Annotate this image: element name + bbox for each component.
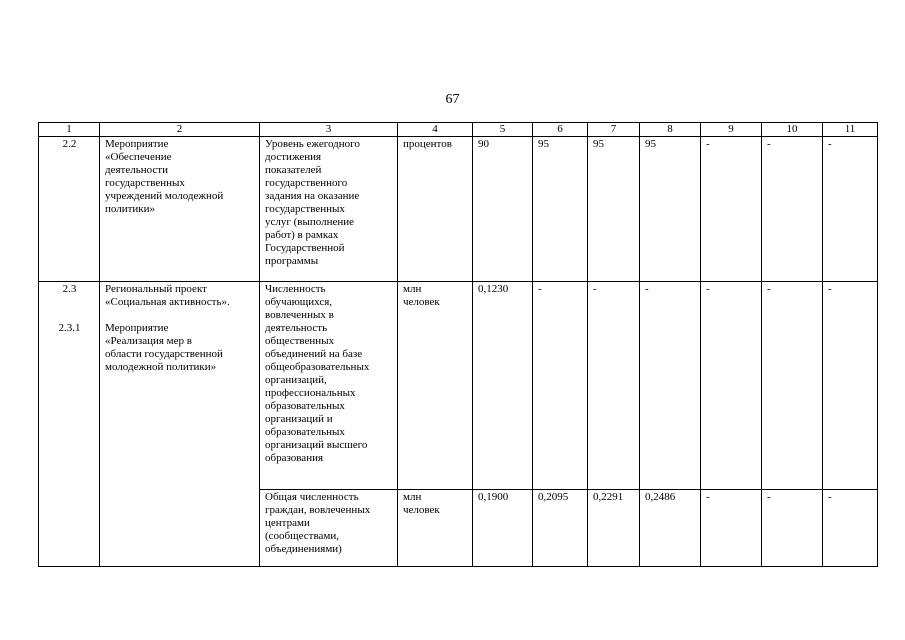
column-header: 3 [260, 123, 398, 137]
subevent-text: Мероприятие «Реализация мер в области государственной молодежной политики» [105, 322, 223, 373]
subrow-number: 2.3.1 [58, 322, 81, 334]
column-header: 6 [533, 123, 588, 137]
row-number: 2.3 2.3.1 [39, 282, 100, 567]
value-cell: - [701, 282, 762, 490]
column-header: 11 [823, 123, 878, 137]
value-cell: 95 [588, 137, 640, 282]
page-number: 67 [445, 92, 460, 107]
value-cell: 0,2486 [640, 490, 701, 567]
value-cell: - [823, 137, 878, 282]
column-header: 4 [398, 123, 473, 137]
indicators-table [38, 122, 878, 567]
value-cell: - [588, 282, 640, 490]
value-cell: - [762, 137, 823, 282]
value-cell: - [823, 282, 878, 490]
unit-cell: млн человек [398, 282, 473, 490]
table-row [39, 282, 878, 490]
value-cell: 0,1900 [473, 490, 533, 567]
value-cell: - [762, 282, 823, 490]
event-cell: Мероприятие «Обеспечение деятельности государственных учреждений молодежной политики» [100, 137, 260, 282]
column-header: 7 [588, 123, 640, 137]
column-header: 2 [100, 123, 260, 137]
unit-cell: процентов [398, 137, 473, 282]
value-cell: 0,1230 [473, 282, 533, 490]
column-header: 5 [473, 123, 533, 137]
value-cell: - [762, 490, 823, 567]
indicator-cell: Численность обучающихся, вовлеченных в деятельность общественных объединений на базе общеобразовательных организаций, профессиональных образовательных организаций и образовательных организаций высшего образования [260, 282, 398, 490]
value-cell: 95 [640, 137, 701, 282]
value-cell: - [640, 282, 701, 490]
value-cell: 90 [473, 137, 533, 282]
column-header: 10 [762, 123, 823, 137]
header-row [39, 123, 878, 137]
value-cell: - [701, 490, 762, 567]
indicator-cell: Уровень ежегодного достижения показателей государственного задания на оказание государственных услуг (выполнение работ) в рамках Государственной программы [260, 137, 398, 282]
column-header: 9 [701, 123, 762, 137]
table-row [39, 137, 878, 282]
value-cell: - [701, 137, 762, 282]
column-header: 1 [39, 123, 100, 137]
value-cell: 95 [533, 137, 588, 282]
value-cell: 0,2095 [533, 490, 588, 567]
event-cell: Региональный проект «Социальная активность». Мероприятие «Реализация мер в области государственной молодежной политики» [100, 282, 260, 567]
indicator-cell: Общая численность граждан, вовлеченных центрами (сообществами, объединениями) [260, 490, 398, 567]
value-cell: - [823, 490, 878, 567]
value-cell: - [533, 282, 588, 490]
column-header: 8 [640, 123, 701, 137]
value-cell: 0,2291 [588, 490, 640, 567]
row-number: 2.2 [39, 137, 100, 282]
unit-cell: млн человек [398, 490, 473, 567]
